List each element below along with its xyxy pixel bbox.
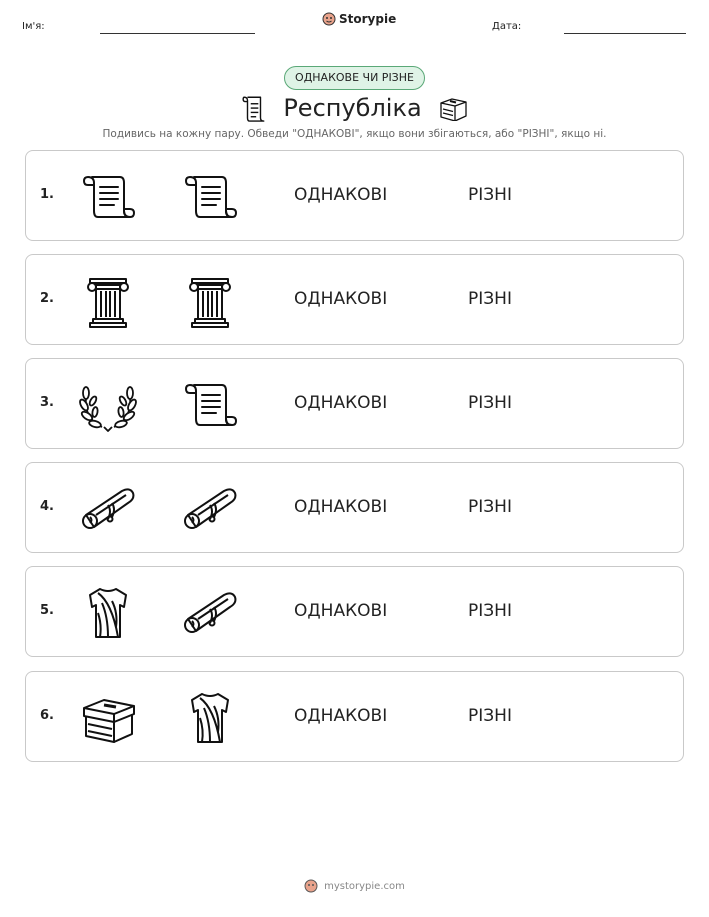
rolled-scroll-icon bbox=[78, 479, 138, 539]
same-option[interactable]: ОДНАКОВІ bbox=[294, 393, 388, 413]
different-option[interactable]: РІЗНІ bbox=[468, 393, 512, 413]
same-option[interactable]: ОДНАКОВІ bbox=[294, 289, 388, 309]
instructions: Подивись на кожну пару. Обведи "ОДНАКОВІ", якщо вони збігаються, або "РІЗНІ", якщо ні. bbox=[102, 128, 607, 140]
name-label: Ім'я: bbox=[22, 21, 45, 32]
same-option[interactable]: ОДНАКОВІ bbox=[294, 601, 388, 621]
row-number: 6. bbox=[40, 708, 54, 723]
date-line[interactable] bbox=[564, 33, 686, 34]
exercise-row bbox=[25, 358, 684, 449]
exercise-row bbox=[25, 671, 684, 762]
ballot-box-icon bbox=[78, 688, 138, 748]
rolled-scroll-icon bbox=[180, 583, 240, 643]
column-icon bbox=[78, 271, 138, 331]
exercise-row bbox=[25, 462, 684, 553]
exercise-row bbox=[25, 254, 684, 345]
column-icon bbox=[180, 271, 240, 331]
different-option[interactable]: РІЗНІ bbox=[468, 497, 512, 517]
scroll-icon bbox=[78, 167, 138, 227]
worksheet-header bbox=[0, 0, 709, 48]
footer-url: mystorypie.com bbox=[324, 880, 405, 892]
different-option[interactable]: РІЗНІ bbox=[468, 601, 512, 621]
laurel-wreath-icon bbox=[78, 375, 138, 435]
same-option[interactable]: ОДНАКОВІ bbox=[294, 185, 388, 205]
toga-icon bbox=[180, 688, 240, 748]
exercise-row bbox=[25, 150, 684, 241]
row-number: 5. bbox=[40, 603, 54, 618]
scroll-icon bbox=[180, 375, 240, 435]
different-option[interactable]: РІЗНІ bbox=[468, 185, 512, 205]
same-option[interactable]: ОДНАКОВІ bbox=[294, 497, 388, 517]
title-row bbox=[0, 90, 709, 126]
rolled-scroll-icon bbox=[180, 479, 240, 539]
different-option[interactable]: РІЗНІ bbox=[468, 289, 512, 309]
scroll-icon bbox=[180, 167, 240, 227]
storypie-mascot-icon bbox=[322, 12, 336, 26]
row-number: 2. bbox=[40, 291, 54, 306]
brand-logo bbox=[322, 12, 396, 26]
ballot-box-icon bbox=[438, 95, 468, 121]
same-option[interactable]: ОДНАКОВІ bbox=[294, 706, 388, 726]
toga-icon bbox=[78, 583, 138, 643]
date-label: Дата: bbox=[492, 21, 522, 32]
row-number: 3. bbox=[40, 395, 54, 410]
footer bbox=[0, 879, 709, 893]
page-title: Республіка bbox=[283, 94, 422, 122]
different-option[interactable]: РІЗНІ bbox=[468, 706, 512, 726]
row-number: 1. bbox=[40, 187, 54, 202]
row-number: 4. bbox=[40, 499, 54, 514]
brand-name: Storypie bbox=[339, 12, 397, 26]
scroll-icon bbox=[241, 94, 267, 122]
storypie-mascot-icon bbox=[304, 879, 318, 893]
activity-type-badge: ОДНАКОВЕ ЧИ РІЗНЕ bbox=[284, 66, 425, 90]
name-line[interactable] bbox=[100, 33, 255, 34]
exercise-row bbox=[25, 566, 684, 657]
